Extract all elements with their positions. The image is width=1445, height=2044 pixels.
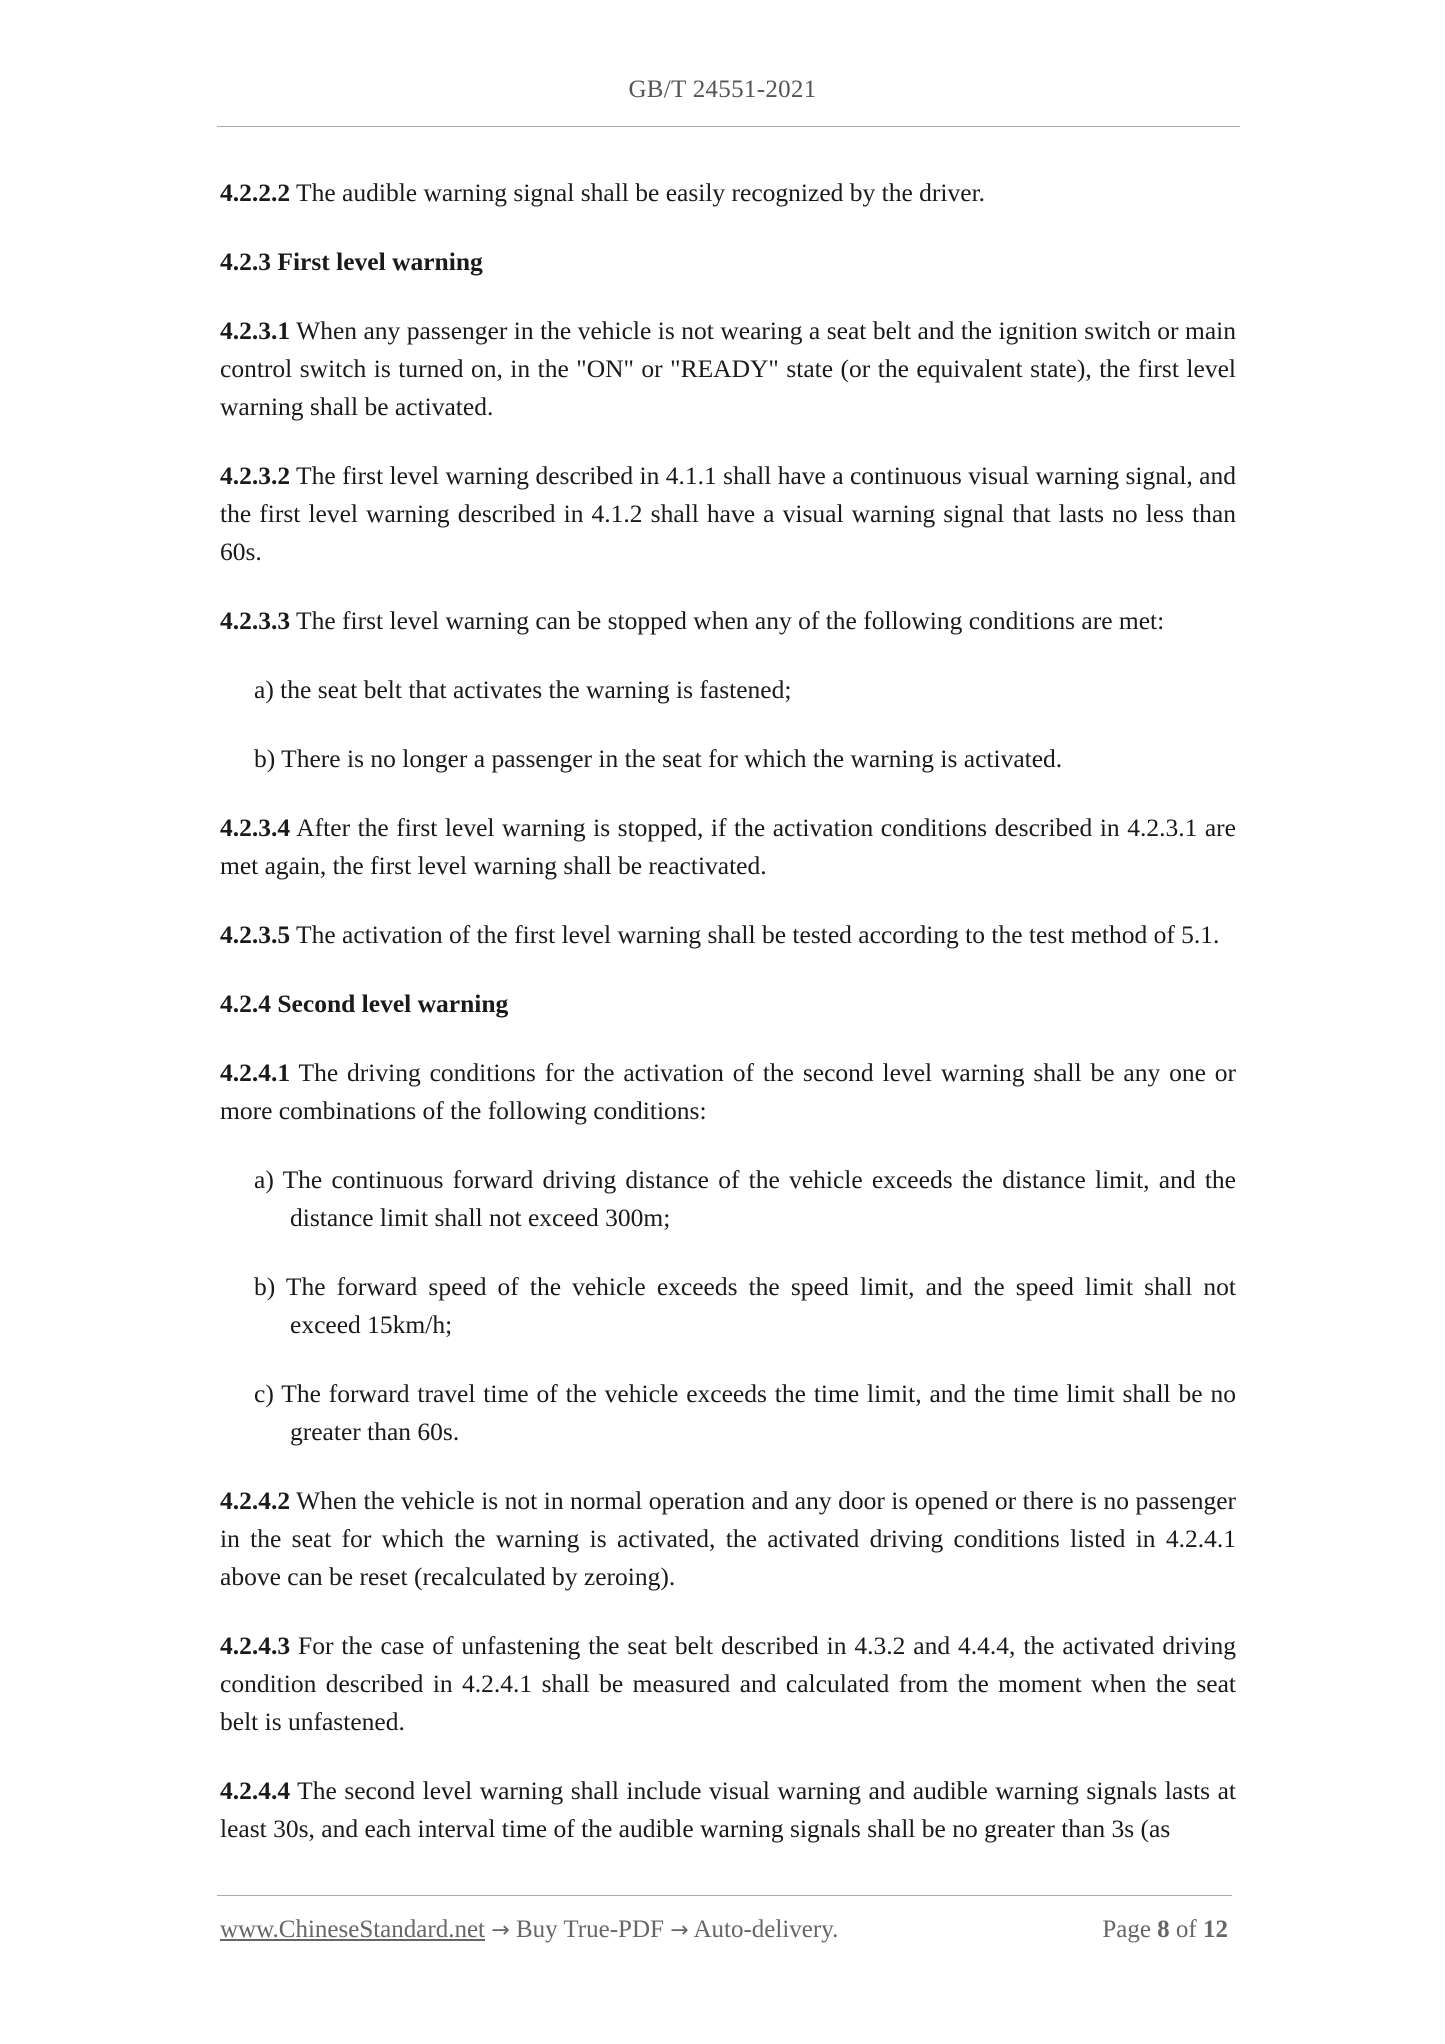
clause-4-2-3-3 <box>220 602 1236 640</box>
clause-4-2-3-1 <box>220 312 1236 426</box>
list-item: a) The continuous forward driving distance of the vehicle exceeds the distance limit, and the distance limit shall not exceed 300m; <box>254 1165 1236 1232</box>
page-indicator <box>1102 1916 1228 1944</box>
footer-divider <box>217 1895 1232 1896</box>
document-header-title: GB/T 24551-2021 <box>628 76 817 103</box>
page-of-label: of <box>1175 1916 1197 1943</box>
clause-number: 4.2.4.3 <box>220 1631 291 1660</box>
page-label: Page <box>1102 1916 1151 1943</box>
clause-4-2-4-3 <box>220 1627 1236 1741</box>
clause-number: 4.2.2.2 <box>220 178 291 207</box>
document-body <box>220 174 1236 1879</box>
list-item: a) the seat belt that activates the warning is fastened; <box>254 675 792 704</box>
clause-text: After the first level warning is stopped, if the activation conditions described in 4.2.3.1 are met again, the first level warning shall be reactivated. <box>220 813 1236 880</box>
clause-number: 4.2.4.2 <box>220 1486 291 1515</box>
clause-number: 4.2.3.2 <box>220 461 291 490</box>
footer-promo <box>220 1916 838 1944</box>
arrow-right-icon: → <box>491 1918 510 1943</box>
list-item: c) The forward travel time of the vehicle exceeds the time limit, and the time limit shall be no greater than 60s. <box>254 1379 1236 1446</box>
clause-4-2-3-2 <box>220 457 1236 571</box>
list-item: b) The forward speed of the vehicle exceeds the speed limit, and the speed limit shall not exceed 15km/h; <box>254 1272 1236 1339</box>
clause-text: The activation of the first level warning shall be tested according to the test method of 5.1. <box>290 920 1220 949</box>
clause-4-2-2-2 <box>220 174 1236 212</box>
clause-text: When any passenger in the vehicle is not wearing a seat belt and the ignition switch or main control switch is turned on, in the "ON" or "READY" state (or the equivalent state), the first level warning shall be activated. <box>220 316 1236 421</box>
clause-4-2-4-4 <box>220 1772 1236 1848</box>
page-current: 8 <box>1157 1916 1170 1943</box>
section-heading-4-2-3: 4.2.3 First level warning <box>220 247 483 276</box>
clause-text: When the vehicle is not in normal operation and any door is opened or there is no passenger in the seat for which the warning is activated, the activated driving conditions listed in 4.2.4.1 above can be reset (recalculated by zeroing). <box>220 1486 1236 1591</box>
clause-number: 4.2.3.3 <box>220 606 291 635</box>
clause-text: The driving conditions for the activation of the second level warning shall be any one or more combinations of the following conditions: <box>220 1058 1236 1125</box>
clause-4-2-3-4 <box>220 809 1236 885</box>
clause-number: 4.2.3.4 <box>220 813 291 842</box>
header-divider <box>217 126 1240 127</box>
clause-4-2-4-1 <box>220 1054 1236 1130</box>
clause-number: 4.2.4.4 <box>220 1776 291 1805</box>
clause-number: 4.2.3.5 <box>220 920 291 949</box>
page-total: 12 <box>1203 1916 1228 1943</box>
clause-text: The first level warning described in 4.1.1 shall have a continuous visual warning signal, and the first level warning described in 4.1.2 shall have a visual warning signal that lasts no less than 60s. <box>220 461 1236 566</box>
clause-text: The audible warning signal shall be easily recognized by the driver. <box>290 178 986 207</box>
auto-delivery-text: Auto-delivery. <box>693 1916 839 1943</box>
arrow-right-icon: → <box>670 1918 689 1943</box>
website-link[interactable]: www.ChineseStandard.net <box>220 1916 485 1943</box>
clause-text: The second level warning shall include visual warning and audible warning signals lasts at least 30s, and each interval time of the audible warning signals shall be no greater than 3s (as <box>220 1776 1236 1843</box>
clause-number: 4.2.3.1 <box>220 316 291 345</box>
clause-text: The first level warning can be stopped when any of the following conditions are met: <box>290 606 1165 635</box>
clause-4-2-4-2 <box>220 1482 1236 1596</box>
clause-text: For the case of unfastening the seat belt described in 4.3.2 and 4.4.4, the activated driving condition described in 4.2.4.1 shall be measured and calculated from the moment when the seat belt is unfastened. <box>220 1631 1236 1736</box>
clause-number: 4.2.4.1 <box>220 1058 291 1087</box>
clause-4-2-3-5 <box>220 916 1236 954</box>
buy-true-pdf-text: Buy True-PDF <box>515 1916 664 1943</box>
section-heading-4-2-4: 4.2.4 Second level warning <box>220 989 509 1018</box>
list-item: b) There is no longer a passenger in the seat for which the warning is activated. <box>254 744 1063 773</box>
